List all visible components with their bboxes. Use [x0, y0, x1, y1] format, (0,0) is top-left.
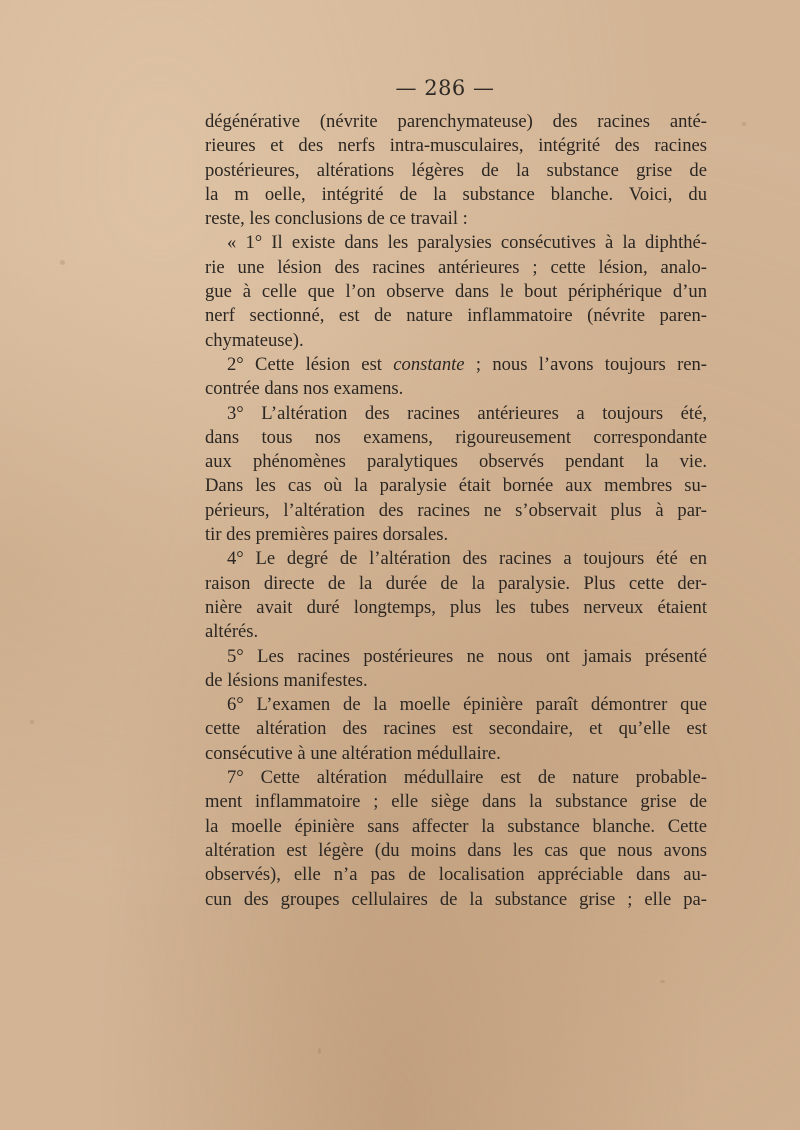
text-line: « 1° Il existe dans les paralysies consécutives à la diphthé-: [227, 232, 707, 254]
text-line: chymateuse).: [205, 329, 304, 351]
paper-stain: [660, 980, 665, 983]
text-line: raison directe de la durée de la paralysie. Plus cette der-: [205, 572, 707, 594]
text-line: 4° Le degré de l’altération des racines a toujours été en: [227, 548, 707, 570]
emphasis: constante: [393, 353, 465, 375]
paper-stain: [742, 122, 746, 126]
text-line: rieures et des nerfs intra-musculaires, intégrité des racines: [205, 135, 707, 157]
text-line: nerf sectionné, est de nature inflammatoire (névrite paren-: [205, 305, 707, 327]
text-line: postérieures, altérations légères de la substance grise de: [205, 159, 707, 181]
text-line: dans tous nos examens, rigoureusement correspondante: [205, 426, 707, 448]
text-line: de lésions manifestes.: [205, 669, 368, 691]
text-line: tir des premières paires dorsales.: [205, 524, 449, 546]
text-line: 2° Cette lésion est constante ; nous l’avons toujours ren-: [227, 353, 707, 375]
paper-stain: [60, 260, 65, 265]
text-line: 5° Les racines postérieures ne nous ont jamais présenté: [227, 645, 707, 667]
text-line: 3° L’altération des racines antérieures a toujours été,: [227, 402, 707, 424]
text-line: cette altération des racines est secondaire, et qu’elle est: [205, 718, 707, 740]
text-line: altérés.: [205, 621, 259, 643]
text-line: périeurs, l’altération des racines ne s’observait plus à par-: [205, 499, 707, 521]
paper-stain: [318, 1048, 321, 1054]
text-line: dégénérative (névrite parenchymateuse) des racines anté-: [205, 111, 707, 132]
body-text: [205, 110, 707, 912]
text-line: gue à celle que l’on observe dans le bout périphérique d’un: [205, 281, 707, 303]
text-line: la m oelle, intégrité de la substance blanche. Voici, du: [205, 183, 707, 205]
paper-stain: [30, 720, 34, 724]
text-line: aux phénomènes paralytiques observés pendant la vie.: [205, 451, 707, 473]
text-line: la moelle épinière sans affecter la substance blanche. Cette: [205, 815, 707, 837]
text-line: 7° Cette altération médullaire est de nature probable-: [227, 767, 707, 789]
text-line: cun des groupes cellulaires de la substance grise ; elle pa-: [205, 888, 707, 910]
text-line: altération est légère (du moins dans les cas que nous avons: [205, 839, 707, 861]
text-line: observés), elle n’a pas de localisation appréciable dans au-: [205, 864, 707, 886]
text-line: contrée dans nos examens.: [205, 378, 404, 400]
text-line: nière avait duré longtemps, plus les tubes nerveux étaient: [205, 596, 707, 618]
page-number: — 286 —: [395, 76, 495, 100]
text-line: 6° L’examen de la moelle épinière paraît démontrer que: [227, 694, 707, 716]
text-line: Dans les cas où la paralysie était bornée aux membres su-: [205, 475, 707, 497]
text-line: ment inflammatoire ; elle siège dans la substance grise de: [205, 791, 707, 813]
text-line: rie une lésion des racines antérieures ; cette lésion, analo-: [205, 256, 707, 278]
text-line: consécutive à une altération médullaire.: [205, 742, 501, 764]
text-line: reste, les conclusions de ce travail :: [205, 208, 468, 230]
